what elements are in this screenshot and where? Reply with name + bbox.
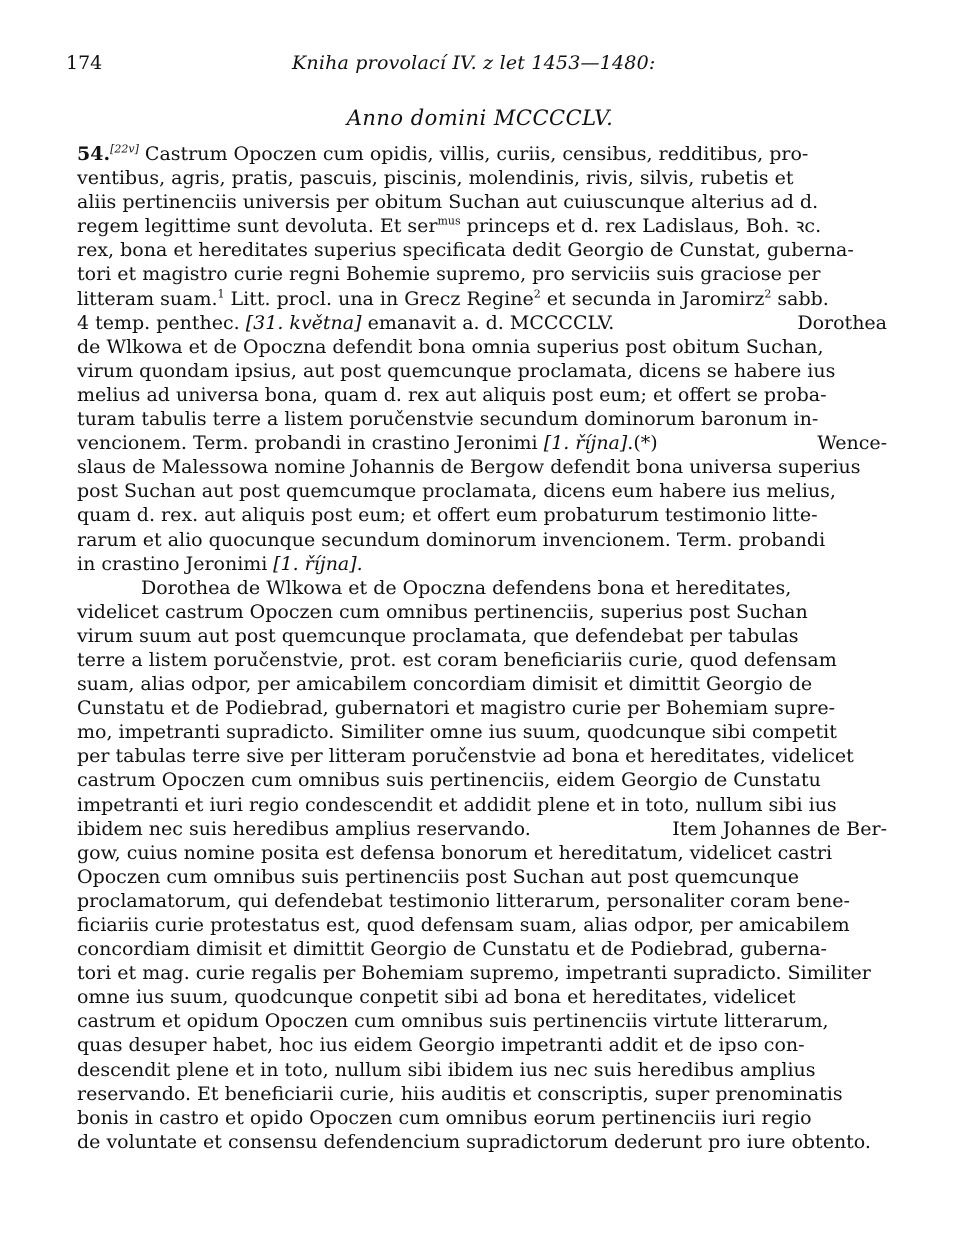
text-line: de Wlkowa et de Opoczna defendit bona omnia superius post obitum Suchan, — [77, 335, 824, 358]
text-line: melius ad universa bona, quam d. rex aut aliquis post eum; et offert se proba- — [77, 383, 827, 406]
text-line: turam tabulis terre a listem poručenstvie secundum dominorum baronum in- — [77, 408, 819, 431]
date-annotation: [1. října]. — [273, 552, 363, 575]
text-line: castrum et opidum Opoczen cum omnibus suis pertinenciis virtute litterarum, — [77, 1010, 829, 1033]
body-text — [77, 142, 887, 1154]
page-header — [66, 52, 888, 82]
text-line: castrum Opoczen cum omnibus suis pertinenciis, eidem Georgio de Cunstatu — [77, 769, 821, 792]
text-line: ficiariis curie protestatus est, quod defensam suam, alias odpor, per amicabilem — [77, 914, 850, 936]
page-number: 174 — [66, 52, 103, 74]
text-line: quam d. rex. aut aliquis post eum; et offert eum probaturum testimonio litte- — [77, 504, 818, 527]
running-title: Kniha provolací IV. z let 1453—1480: — [292, 52, 656, 74]
text-line: bonis in castro et opido Opoczen cum omnibus eorum pertinenciis iuri regio — [77, 1106, 812, 1129]
text-line: virum suum aut post quemcunque proclamata, que defendebat per tabulas — [77, 624, 799, 647]
text-line: reservando. Et beneficiarii curie, hiis auditis et conscriptis, super prenominatis — [77, 1082, 843, 1105]
text-line: impetranti et iuri regio condescendit et addidit plene et in toto, nullum sibi ius — [77, 793, 837, 816]
text-line: descendit plene et in toto, nullum sibi ibidem ius nec suis heredibus amplius — [77, 1058, 816, 1081]
folio-mark: [22v] — [110, 142, 139, 156]
entry-number: 54.[22v] Castrum Opoczen cum opidis, villis, curiis, censibus, redditibus, pro- — [77, 142, 809, 165]
text-line: 4 temp. penthec. [31. května] emanavit a. d. MCCCCLV. Dorothea — [77, 311, 887, 334]
text-line: videlicet castrum Opoczen cum omnibus pertinenciis, superius post Suchan — [77, 600, 808, 623]
text-line: proclamatorum, qui defendebat testimonio litterarum, personaliter coram bene- — [77, 889, 850, 912]
text-line: Dorothea de Wlkowa et de Opoczna defendens bona et hereditates, — [141, 576, 792, 599]
footnote-ref: 1 — [217, 287, 225, 301]
text-line: de voluntate et consensu defendencium supradictorum dederunt pro iure obtento. — [77, 1130, 871, 1153]
text-line: tori et magistro curie regni Bohemie supremo, pro serviciis suis graciose per — [77, 263, 821, 286]
text-line: litteram suam.$^1$ Litt. procl. una in Grecz Regine$^2$ et secunda in Jaromirz$^2$ sabb. — [77, 287, 829, 310]
text-line: vencionem. Term. probandi in crastino Jeronimi [1. října].(*) Wence- — [77, 432, 887, 455]
text-line: virum quondam ipsius, aut post quemcunque proclamata, dicens se habere ius — [77, 359, 836, 382]
footnote-ref: 2 — [764, 287, 772, 301]
year-heading: Anno domini MCCCCLV. — [346, 106, 614, 130]
text-line: mo, impetranti supradicto. Similiter omne ius suum, quodcunque sibi competit — [77, 721, 837, 744]
text-line: slaus de Malessowa nomine Johannis de Bergow defendit bona universa superius — [77, 456, 861, 479]
superscript: mus — [437, 214, 461, 228]
text-line: Opoczen cum omnibus suis pertinenciis post Suchan aut post quemcunque — [77, 865, 800, 888]
text-line: post Suchan aut post quemcumque proclamata, dicens eum habere ius melius, — [77, 480, 836, 503]
text-line: gow, cuius nomine posita est defensa bonorum et hereditatum, videlicet castri — [77, 841, 833, 864]
text-line: suam, alias odpor, per amicabilem concordiam dimisit et dimittit Georgio de — [77, 673, 813, 696]
text-line — [77, 142, 887, 166]
text-line: terre a listem poručenstvie, prot. est coram beneficiariis curie, quod defensam — [77, 648, 837, 671]
text-line: concordiam dimisit et dimittit Georgio de Cunstatu et de Podiebrad, guberna- — [77, 938, 827, 961]
text-line: rarum et alio quocunque secundum dominorum invencionem. Term. probandi — [77, 528, 826, 551]
text-line: per tabulas terre sive per litteram poručenstvie ad bona et hereditates, videlicet — [77, 745, 854, 768]
text-line: ibidem nec suis heredibus amplius reservando. Item Johannes de Ber- — [77, 817, 887, 840]
footnote-ref: 2 — [533, 287, 541, 301]
date-annotation: [31. května] — [245, 311, 362, 334]
text-line: rex, bona et hereditates superius specificata dedit Georgio de Cunstat, guberna- — [77, 239, 854, 262]
text-line: tori et mag. curie regalis per Bohemiam supremo, impetranti supradicto. Similiter — [77, 962, 871, 985]
date-annotation: [1. října] — [543, 432, 628, 455]
text-line: omne ius suum, quodcunque conpetit sibi ad bona et hereditates, videlicet — [77, 986, 796, 1009]
text-line: aliis pertinenciis universis per obitum Suchan aut cuiuscunque alterius ad d. — [77, 191, 819, 214]
text-line: quas desuper habet, hoc ius eidem Georgio impetranti addit et de ipso con- — [77, 1034, 805, 1057]
text-line: ventibus, agris, pratis, pascuis, piscinis, molendinis, rivis, silvis, rubetis et — [77, 167, 794, 190]
text-line: in crastino Jeronimi [1. října]. — [77, 552, 363, 575]
text-line: Cunstatu et de Podiebrad, gubernatori et magistro curie per Bohemiam supre- — [77, 697, 836, 720]
text-line: regem legittime sunt devoluta. Et ser$^{mus}$ princeps et d. rex Ladislaus, Boh. ꝛc. — [77, 214, 822, 238]
